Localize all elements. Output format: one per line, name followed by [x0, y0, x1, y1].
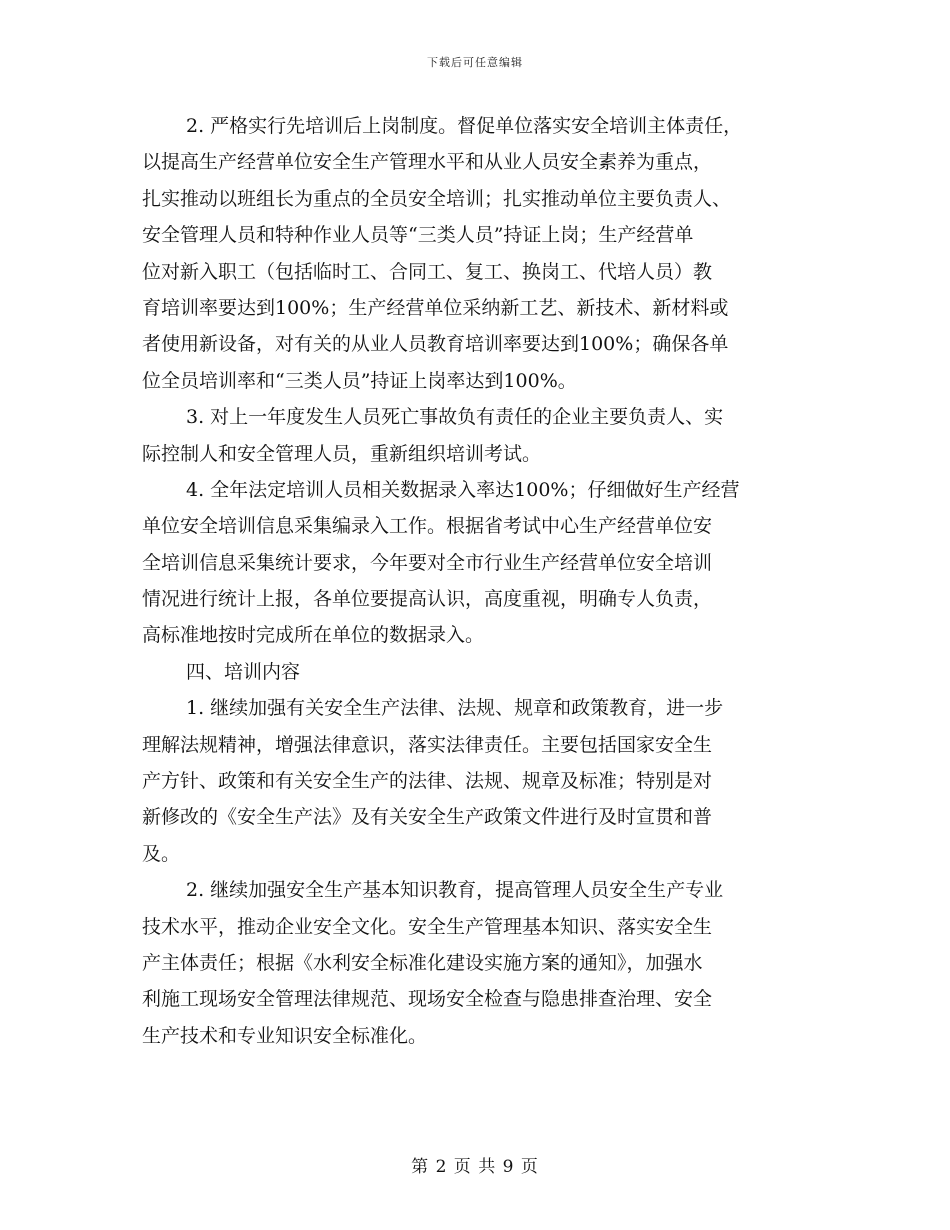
body-text-line: 扎实推动以班组长为重点的全员安全培训；扎实推动单位主要负责人、 [142, 187, 732, 210]
body-text-line: 单位安全培训信息采集编录入工作。根据省考试中心生产经营单位安 [142, 515, 713, 538]
body-text-line: 1. 继续加强有关安全生产法律、法规、规章和政策教育，进一步 [186, 697, 724, 720]
body-text-line: 四、培训内容 [186, 660, 301, 683]
body-text-line: 2. 继续加强安全生产基本知识教育，提高管理人员安全生产专业 [186, 879, 724, 902]
body-text-line: 高标准地按时完成所在单位的数据录入。 [142, 624, 485, 647]
body-text-line: 情况进行统计上报，各单位要提高认识，高度重视，明确专人负责， [142, 588, 713, 611]
body-text-line: 生产技术和专业知识安全标准化。 [142, 1024, 428, 1047]
body-text-line: 位全员培训率和“三类人员”持证上岗率达到100%。 [142, 369, 577, 392]
document-body [142, 108, 807, 1054]
body-text-line: 产主体责任；根据《水利安全标准化建设实施方案的通知》，加强水 [142, 951, 703, 974]
body-text-line: 者使用新设备，对有关的从业人员教育培训率要达到100%；确保各单 [142, 333, 729, 356]
body-text-line: 4. 全年法定培训人员相关数据录入率达100%；仔细做好生产经营 [186, 478, 740, 501]
page-header: 下载后可任意编辑 [427, 56, 523, 69]
page-footer-page-number: 第 2 页 共 9 页 [411, 1157, 539, 1177]
body-text-line: 利施工现场安全管理法律规范、现场安全检查与隐患排查治理、安全 [142, 988, 713, 1011]
body-text-line: 安全管理人员和特种作业人员等“三类人员”持证上岗；生产经营单 [142, 224, 694, 247]
body-text-line: 新修改的《安全生产法》及有关安全生产政策文件进行及时宣贯和普 [142, 806, 713, 829]
body-text-line: 及。 [142, 842, 181, 865]
body-text-line: 全培训信息采集统计要求，今年要对全市行业生产经营单位安全培训 [142, 551, 713, 574]
body-text-line: 育培训率要达到100%；生产经营单位采纳新工艺、新技术、新材料或 [142, 296, 729, 319]
body-text-line: 技术水平，推动企业安全文化。安全生产管理基本知识、落实安全生 [142, 915, 713, 938]
body-text-line: 以提高生产经营单位安全生产管理水平和从业人员安全素养为重点， [142, 151, 713, 174]
body-text-line: 3. 对上一年度发生人员死亡事故负有责任的企业主要负责人、实 [186, 406, 724, 429]
body-text-line: 产方针、政策和有关安全生产的法律、法规、规章及标准；特别是对 [142, 770, 713, 793]
body-text-line: 理解法规精神，增强法律意识，落实法律责任。主要包括国家安全生 [142, 733, 713, 756]
body-text-line: 际控制人和安全管理人员，重新组织培训考试。 [142, 442, 542, 465]
body-text-line: 2. 严格实行先培训后上岗制度。督促单位落实安全培训主体责任， [186, 115, 743, 137]
body-text-line: 位对新入职工（包括临时工、合同工、复工、换岗工、代培人员）教 [142, 260, 713, 283]
